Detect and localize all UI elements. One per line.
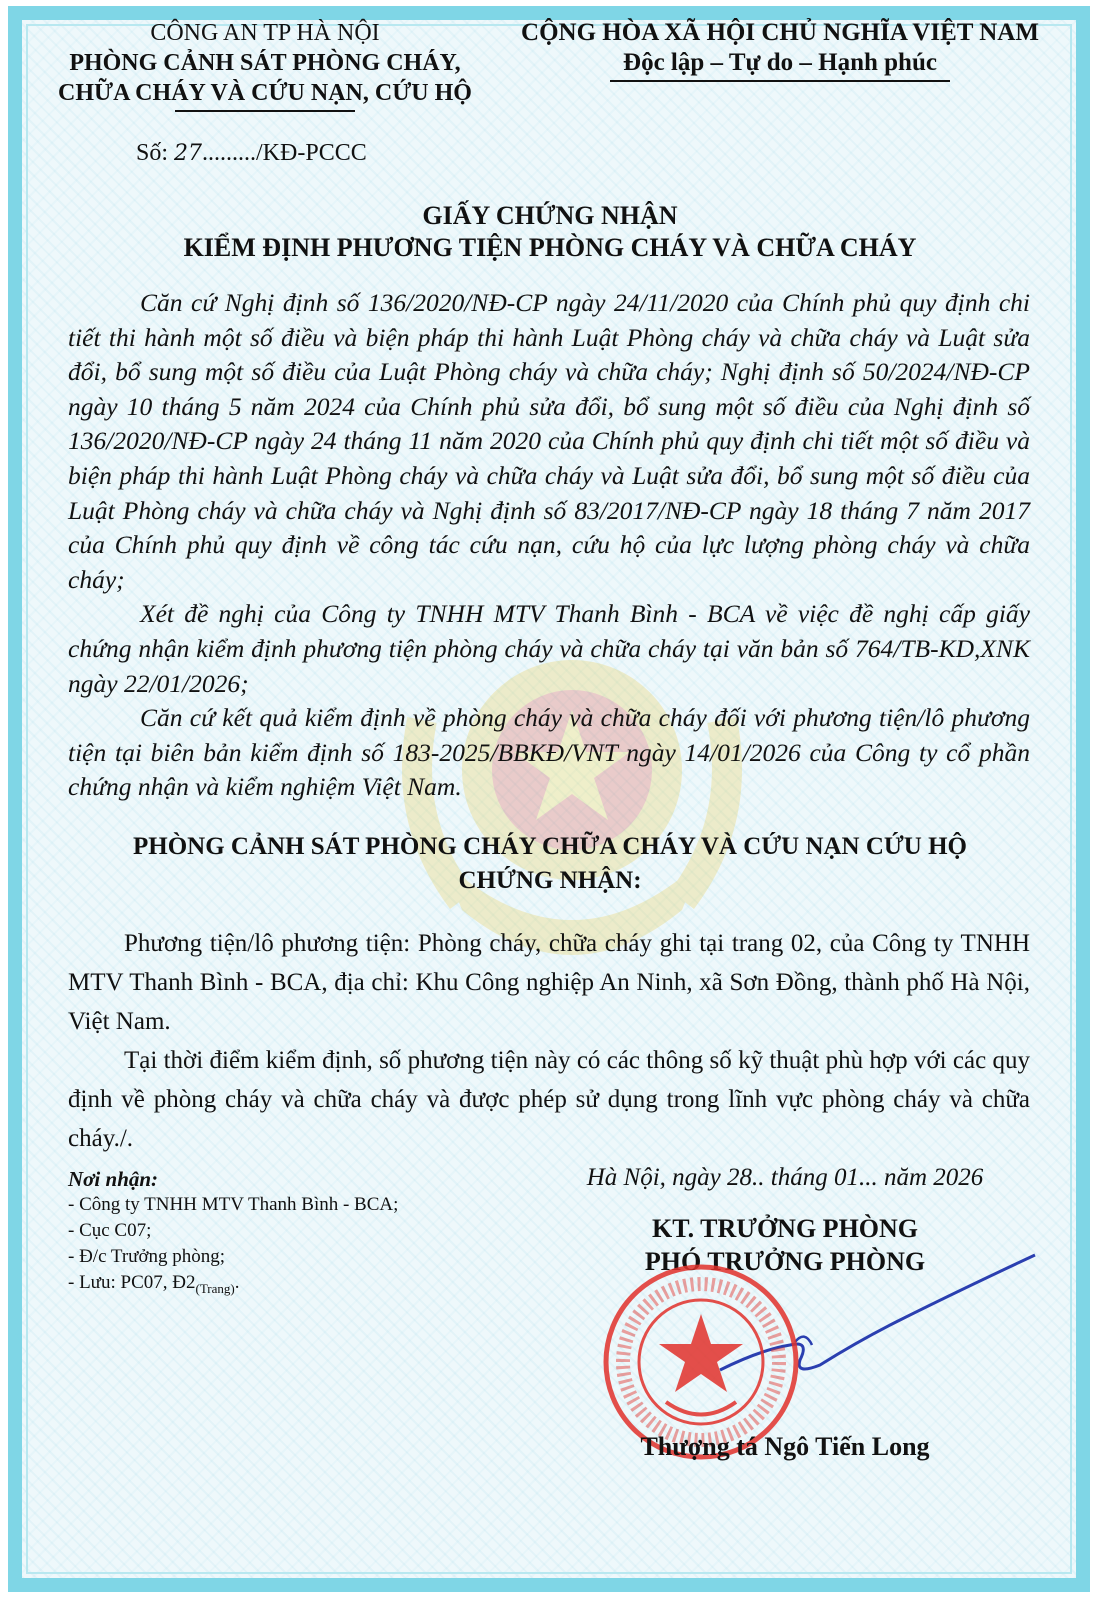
recipient-item: - Cục C07; [68, 1220, 152, 1241]
title-line1: GIẤY CHỨNG NHẬN [422, 201, 678, 230]
body-paragraph: Phương tiện/lô phương tiện: Phòng cháy, chữa cháy ghi tại trang 02, của Công ty TNHH MTV Thanh Bình - BCA, địa chỉ: Khu Công nghiệp An Ninh, xã Sơn Đồng, thành phố Hà Nội, Việt Nam. [68, 930, 1030, 1035]
issuing-agency-header [20, 18, 510, 112]
sign-title-line2: PHÓ TRƯỞNG PHÒNG [644, 1247, 926, 1276]
basis-paragraph: Căn cứ kết quả kiểm định về phòng cháy và chữa cháy đối với phương tiện/lô phương tiện tại biên bản kiểm định số 183-2025/BBKĐ/VNT ngày 14/01/2026 của Công ty cổ phần chứng nhận và kiểm nghiệm Việt Nam. [68, 703, 1030, 802]
national-motto: Độc lập – Tự do – Hạnh phúc [623, 49, 937, 76]
recipient-item: - Công ty TNHH MTV Thanh Bình - BCA; [68, 1194, 399, 1215]
recipient-item-last: - Lưu: PC07, $Đ2_{(Trang)}$. [68, 1272, 240, 1296]
doc-number-suffix: ........./KĐ-PCCC [202, 140, 367, 166]
place-date: Hà Nội, ngày 28.. tháng 01... năm 2026 [586, 1164, 984, 1191]
agency-parent-name: CÔNG AN TP HÀ NỘI [150, 20, 380, 46]
recipient-sub: (Trang) [195, 1280, 235, 1296]
agency-underline [175, 110, 355, 112]
recipients-block [68, 1166, 398, 1302]
recipient-item: - Đ/c Trưởng phòng; [68, 1246, 226, 1267]
sign-title-line1: KT. TRƯỞNG PHÒNG [651, 1214, 919, 1243]
motto-underline [610, 80, 950, 82]
agency-name-line1: PHÒNG CẢNH SÁT PHÒNG CHÁY, [69, 50, 461, 76]
national-name: CỘNG HÒA XÃ HỘI CHỦ NGHĨA VIỆT NAM [521, 19, 1039, 46]
national-header [500, 18, 1060, 82]
doc-number-value: 27 [174, 141, 203, 166]
signer-name: Thượng tá Ngô Tiến Long [640, 1432, 930, 1461]
issuer-name: PHÒNG CẢNH SÁT PHÒNG CHÁY CHỮA CHÁY VÀ CỨU NẠN CỨU HỘ [132, 833, 968, 860]
document-number [136, 140, 367, 167]
certifies-label: CHỨNG NHẬN: [458, 867, 642, 894]
agency-name-line2: CHỮA CHÁY VÀ CỨU NẠN, CỨU HỘ [58, 80, 472, 106]
basis-paragraph: Căn cứ Nghị định số 136/2020/NĐ-CP ngày 24/11/2020 của Chính phủ quy định chi tiết thi hành một số điều và biện pháp thi hành Luật Phòng cháy và chữa cháy và Luật sửa đổi, bổ sung một số điều của Luật Phòng cháy và chữa cháy; Nghị định số 50/2024/NĐ-CP ngày 10 tháng 5 năm 2024 của Chính phủ sửa đổi, bổ sung một số điều của Nghị định số 136/2020/NĐ-CP ngày 24 tháng 11 năm 2020 của Chính phủ quy định chi tiết một số điều và biện pháp thi hành Luật Phòng cháy và chữa cháy và Luật sửa đổi, bổ sung một số điều của Luật Phòng cháy và chữa cháy và Nghị định số 83/2017/NĐ-CP ngày 18 tháng 7 năm 2017 của Chính phủ quy định về công tác cứu nạn, cứu hộ của lực lượng phòng cháy và chữa cháy; [68, 288, 1030, 594]
title-line2: KIỂM ĐỊNH PHƯƠNG TIỆN PHÒNG CHÁY VÀ CHỮA CHÁY [183, 233, 917, 262]
basis-paragraph: Xét đề nghị của Công ty TNHH MTV Thanh Bình - BCA về việc đề nghị cấp giấy chứng nhận kiểm định phương tiện phòng cháy và chữa cháy tại văn bản số 764/TB-KD,XNK ngày 22/01/2026; [68, 599, 1030, 698]
body-paragraph: Tại thời điểm kiểm định, số phương tiện này có các thông số kỹ thuật phù hợp với các quy định về phòng cháy và chữa cháy và được phép sử dụng trong lĩnh vực phòng cháy và chữa cháy./. [68, 1047, 1030, 1152]
legal-basis [68, 286, 1030, 805]
doc-number-prefix: Số: [136, 140, 175, 166]
certificate-body [68, 924, 1030, 1158]
issuer-heading [0, 830, 1100, 898]
recipients-heading: Nơi nhận: [68, 1167, 159, 1191]
document-title [0, 200, 1100, 264]
recipient-item: - Lưu: PC07, Đ2 [68, 1272, 196, 1293]
